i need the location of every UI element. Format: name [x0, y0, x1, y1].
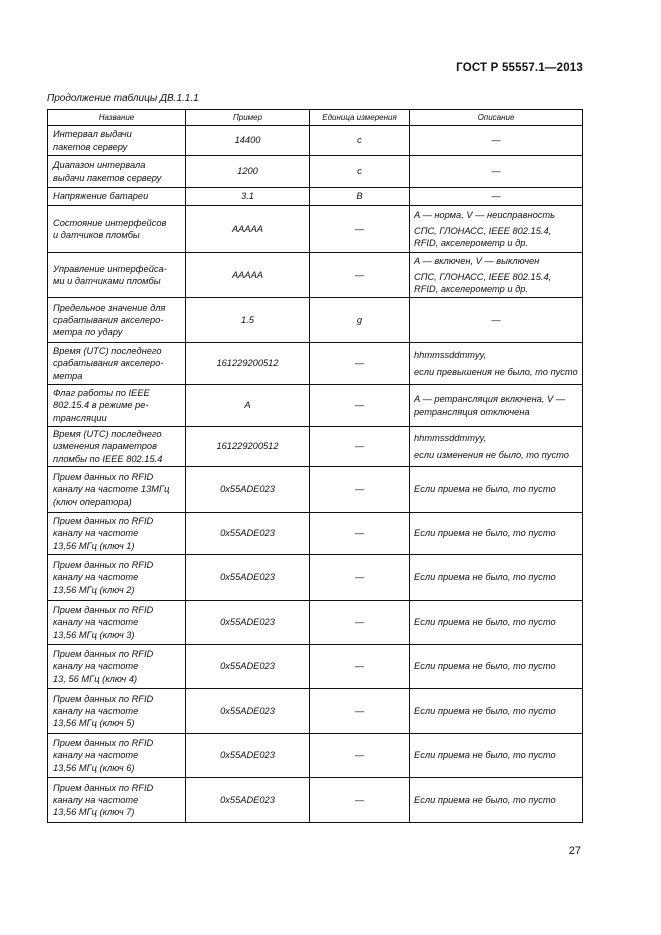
- cell-description-line: —: [491, 135, 501, 146]
- cell-name: [48, 156, 186, 188]
- cell-name-line: 13,56 МГц (ключ 5): [53, 718, 135, 729]
- column-header-name: Название: [48, 110, 186, 126]
- cell-name-line: Предельное значение для: [53, 302, 166, 313]
- cell-description: [410, 156, 583, 188]
- table-row: [48, 427, 583, 467]
- cell-description: [410, 126, 583, 156]
- cell-unit: —: [310, 513, 410, 555]
- table-row: [48, 513, 583, 555]
- cell-example: 14400: [186, 126, 310, 156]
- cell-description-line: СПС, ГЛОНАСС, IEEE 802.15.4, RFID, акселерометр и др.: [414, 225, 552, 249]
- cell-description-line: —: [491, 191, 501, 202]
- cell-example: 0x55ADE023: [186, 555, 310, 601]
- cell-name-line: Интервал выдачи: [53, 129, 132, 140]
- cell-name-line: каналу на частоте: [53, 572, 139, 583]
- cell-name: [48, 689, 186, 734]
- cell-name: [48, 343, 186, 385]
- cell-unit: —: [310, 385, 410, 427]
- cell-name-line: Управление интерфейса-: [53, 263, 167, 274]
- column-header-description: Описание: [410, 110, 583, 126]
- cell-example: 3.1: [186, 188, 310, 206]
- cell-example: 0x55ADE023: [186, 467, 310, 513]
- cell-name: [48, 253, 186, 298]
- table-row: [48, 385, 583, 427]
- cell-name-line: Диапазон интервала: [53, 160, 146, 171]
- cell-name-line: каналу на частоте: [53, 750, 139, 761]
- cell-description-line: СПС, ГЛОНАСС, IEEE 802.15.4, RFID, акселерометр и др.: [414, 271, 552, 295]
- cell-name-line: Флаг работы по IEEE: [53, 388, 150, 399]
- table-caption: Продолжение таблицы ДВ.1.1.1: [47, 93, 199, 104]
- cell-name-line: 13,56 МГц (ключ 1): [53, 540, 135, 551]
- table-row: [48, 601, 583, 645]
- cell-description: [410, 513, 583, 555]
- cell-description: [410, 253, 583, 298]
- cell-example: 161229200512: [186, 427, 310, 467]
- cell-unit: —: [310, 555, 410, 601]
- table-row: [48, 206, 583, 253]
- cell-description: [410, 343, 583, 385]
- cell-name-line: Время (UTC) последнего: [53, 346, 162, 357]
- column-header-unit: Единица измерения: [310, 110, 410, 126]
- table-row: [48, 253, 583, 298]
- cell-name: [48, 645, 186, 689]
- cell-unit: —: [310, 689, 410, 734]
- cell-example: 0x55ADE023: [186, 689, 310, 734]
- table-row: [48, 188, 583, 206]
- cell-description-line: —: [491, 314, 501, 325]
- cell-example: 0x55ADE023: [186, 645, 310, 689]
- cell-example: 0x55ADE023: [186, 778, 310, 823]
- cell-description-line: A — норма, V — неисправность: [414, 209, 556, 220]
- page-number: 27: [568, 845, 581, 857]
- cell-description-line: Если приема не было, то пусто: [414, 661, 556, 672]
- cell-example: AAAAA: [186, 206, 310, 253]
- cell-description: [410, 385, 583, 427]
- cell-name-line: Прием данных по RFID: [53, 738, 154, 749]
- cell-description: [410, 427, 583, 467]
- cell-unit: —: [310, 645, 410, 689]
- table-row: [48, 689, 583, 734]
- cell-unit: —: [310, 343, 410, 385]
- cell-name-line: 13,56 МГц (ключ 2): [53, 584, 135, 595]
- cell-description: [410, 467, 583, 513]
- cell-name-line: 13,56 МГц (ключ 6): [53, 762, 135, 773]
- cell-name: [48, 513, 186, 555]
- cell-description: [410, 206, 583, 253]
- cell-unit: g: [310, 298, 410, 343]
- cell-description-line: Если приема не было, то пусто: [414, 484, 556, 495]
- cell-name-line: Прием данных по RFID: [53, 560, 154, 571]
- cell-name-line: Прием данных по RFID: [53, 472, 154, 483]
- cell-description: [410, 734, 583, 778]
- cell-description-line: Если приема не было, то пусто: [414, 794, 556, 805]
- cell-name: [48, 206, 186, 253]
- cell-name-line: каналу на частоте: [53, 794, 139, 805]
- cell-name-line: пломбы по IEEE 802.15.4: [53, 453, 163, 464]
- cell-description-line: если изменения не было, то пусто: [414, 449, 569, 460]
- cell-unit: —: [310, 734, 410, 778]
- cell-description-line: A — ретрансляция включена, V — ретрансляция отключена: [414, 394, 566, 417]
- table-row: [48, 126, 583, 156]
- table-row: [48, 778, 583, 823]
- cell-name-line: (ключ оператора): [53, 496, 132, 507]
- cell-description: [410, 601, 583, 645]
- cell-example: 161229200512: [186, 343, 310, 385]
- cell-name-line: каналу на частоте 13МГц: [53, 484, 170, 495]
- table-row: [48, 156, 583, 188]
- cell-description-line: Если приема не было, то пусто: [414, 572, 556, 583]
- cell-name-line: 13,56 МГц (ключ 3): [53, 629, 135, 640]
- cell-description-line: A — включен, V — выключен: [414, 255, 540, 266]
- cell-name-line: метра по удару: [53, 327, 123, 338]
- cell-name-line: и датчиков пломбы: [53, 230, 140, 240]
- cell-example: AAAAA: [186, 253, 310, 298]
- cell-name-line: Прием данных по RFID: [53, 782, 154, 793]
- cell-name: [48, 298, 186, 343]
- cell-description: [410, 645, 583, 689]
- cell-name-line: Прием данных по RFID: [53, 605, 154, 616]
- cell-name-line: срабатывания акселеро-: [53, 358, 164, 369]
- cell-unit: —: [310, 601, 410, 645]
- cell-example: 0x55ADE023: [186, 513, 310, 555]
- cell-unit: —: [310, 427, 410, 467]
- cell-name-line: выдачи пакетов серверу: [53, 172, 162, 183]
- cell-description-line: hhmmssddmmyy,: [414, 350, 487, 361]
- cell-name-line: 802.15.4 в режиме ре-: [53, 400, 149, 411]
- cell-name-line: Напряжение батареи: [53, 191, 149, 202]
- data-table: [47, 109, 583, 823]
- cell-example: 1.5: [186, 298, 310, 343]
- column-header-example: Пример: [186, 110, 310, 126]
- cell-description: [410, 555, 583, 601]
- cell-unit: —: [310, 206, 410, 253]
- table-row: [48, 734, 583, 778]
- cell-description-line: —: [491, 166, 501, 177]
- cell-name: [48, 778, 186, 823]
- cell-name-line: каналу на частоте: [53, 617, 139, 628]
- cell-name: [48, 385, 186, 427]
- table-row: [48, 555, 583, 601]
- cell-unit: —: [310, 253, 410, 298]
- cell-name: [48, 734, 186, 778]
- cell-name-line: срабатывания акселеро-: [53, 314, 164, 325]
- table-row: [48, 467, 583, 513]
- cell-description-line: Если приема не было, то пусто: [414, 705, 556, 716]
- cell-description-line: Если приема не было, то пусто: [414, 617, 556, 628]
- cell-example: 0x55ADE023: [186, 734, 310, 778]
- cell-example: 1200: [186, 156, 310, 188]
- cell-description: [410, 689, 583, 734]
- cell-name-line: метра: [53, 370, 83, 381]
- cell-description-line: Если приема не было, то пусто: [414, 528, 556, 539]
- table-row: [48, 645, 583, 689]
- cell-name: [48, 555, 186, 601]
- cell-name-line: изменения параметров: [53, 441, 157, 452]
- cell-example: A: [186, 385, 310, 427]
- cell-name-line: 13, 56 МГц (ключ 4): [53, 673, 138, 684]
- cell-name: [48, 601, 186, 645]
- cell-name-line: каналу на частоте: [53, 661, 139, 672]
- cell-name: [48, 188, 186, 206]
- cell-name-line: пакетов серверу: [53, 141, 128, 152]
- cell-name-line: трансляции: [53, 412, 107, 423]
- cell-name: [48, 427, 186, 467]
- cell-description: [410, 778, 583, 823]
- cell-name-line: Прием данных по RFID: [53, 693, 154, 704]
- cell-name-line: каналу на частоте: [53, 528, 139, 539]
- table-row: [48, 343, 583, 385]
- cell-name-line: 13,56 МГц (ключ 7): [53, 807, 135, 818]
- table-header-row: [48, 110, 583, 126]
- cell-description-line: если превышения не было, то пусто: [414, 366, 578, 377]
- cell-description-line: Если приема не было, то пусто: [414, 750, 556, 761]
- cell-unit: с: [310, 126, 410, 156]
- cell-name-line: каналу на частоте: [53, 705, 139, 716]
- cell-name-line: Состояние интерфейсов: [53, 217, 167, 228]
- cell-name-line: ми и датчиками пломбы: [53, 276, 161, 286]
- document-code: ГОСТ Р 55557.1—2013: [456, 62, 583, 74]
- cell-unit: с: [310, 156, 410, 188]
- cell-name: [48, 126, 186, 156]
- cell-name: [48, 467, 186, 513]
- cell-name-line: Прием данных по RFID: [53, 516, 154, 527]
- cell-unit: В: [310, 188, 410, 206]
- cell-description-line: hhmmssddmmyy,: [414, 433, 487, 444]
- cell-unit: —: [310, 778, 410, 823]
- cell-example: 0x55ADE023: [186, 601, 310, 645]
- cell-description: [410, 188, 583, 206]
- cell-unit: —: [310, 467, 410, 513]
- cell-name-line: Прием данных по RFID: [53, 649, 154, 660]
- table-row: [48, 298, 583, 343]
- cell-name-line: Время (UTC) последнего: [53, 429, 162, 440]
- cell-description: [410, 298, 583, 343]
